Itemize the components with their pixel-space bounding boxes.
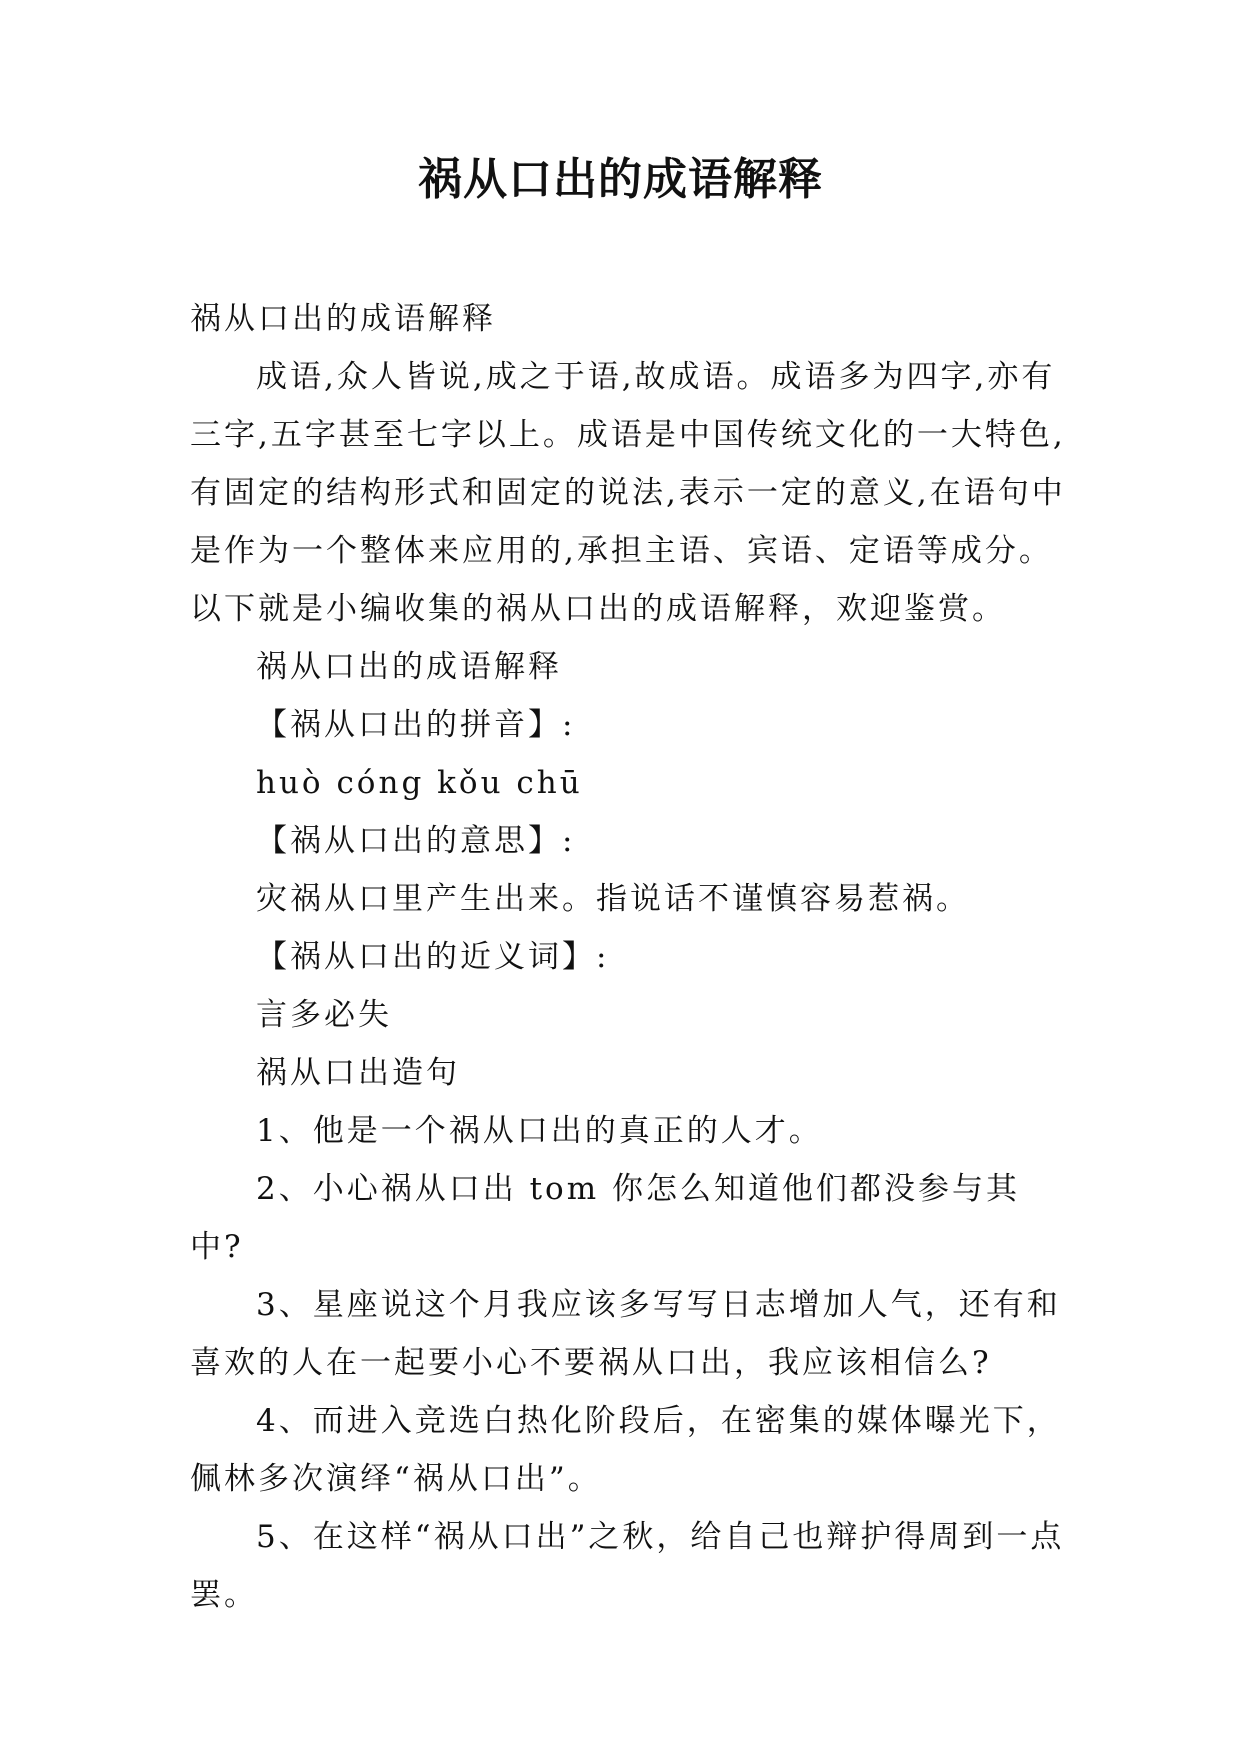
paragraph-subtitle: 祸从口出的成语解释 [190,301,496,337]
paragraph-examples-heading: 祸从口出造句 [256,1055,460,1091]
paragraph-example-5: 5、在这样“祸从口出”之秋，给自己也辩护得周到一点罢。 [190,1519,1065,1613]
paragraph-pinyin: huò cóng kǒu chū [256,765,583,801]
paragraph-meaning-label: 【祸从口出的意思】: [256,823,576,859]
paragraph-intro: 成语,众人皆说,成之于语,故成语。成语多为四字,亦有三字,五字甚至七字以上。成语是中国传统文化的一大特色,有固定的结构形式和固定的说法,表示一定的意义,在语句中是作为一个整体来应用的,承担主语、宾语、定语等成分。以下就是小编收集的祸从口出的成语解释，欢迎鉴赏。 [190,359,1066,627]
paragraph-example-2: 2、小心祸从口出 tom 你怎么知道他们都没参与其中? [190,1171,1020,1265]
paragraph-example-3: 3、星座说这个月我应该多写写日志增加人气，还有和喜欢的人在一起要小心不要祸从口出，我应该相信么? [190,1287,1061,1381]
paragraph-pinyin-label: 【祸从口出的拼音】: [256,707,576,743]
document-body [190,290,1070,1624]
paragraph-example-1: 1、他是一个祸从口出的真正的人才。 [256,1113,823,1149]
paragraph-synonym-label: 【祸从口出的近义词】: [256,939,610,975]
document-title: 祸从口出的成语解释 [418,154,823,205]
paragraph-synonym: 言多必失 [256,997,392,1033]
paragraph-meaning: 灾祸从口里产生出来。指说话不谨慎容易惹祸。 [256,881,970,917]
paragraph-example-4: 4、而进入竞选白热化阶段后，在密集的媒体曝光下，佩林多次演绎“祸从口出”。 [190,1403,1061,1497]
paragraph-section-heading: 祸从口出的成语解释 [256,649,562,685]
